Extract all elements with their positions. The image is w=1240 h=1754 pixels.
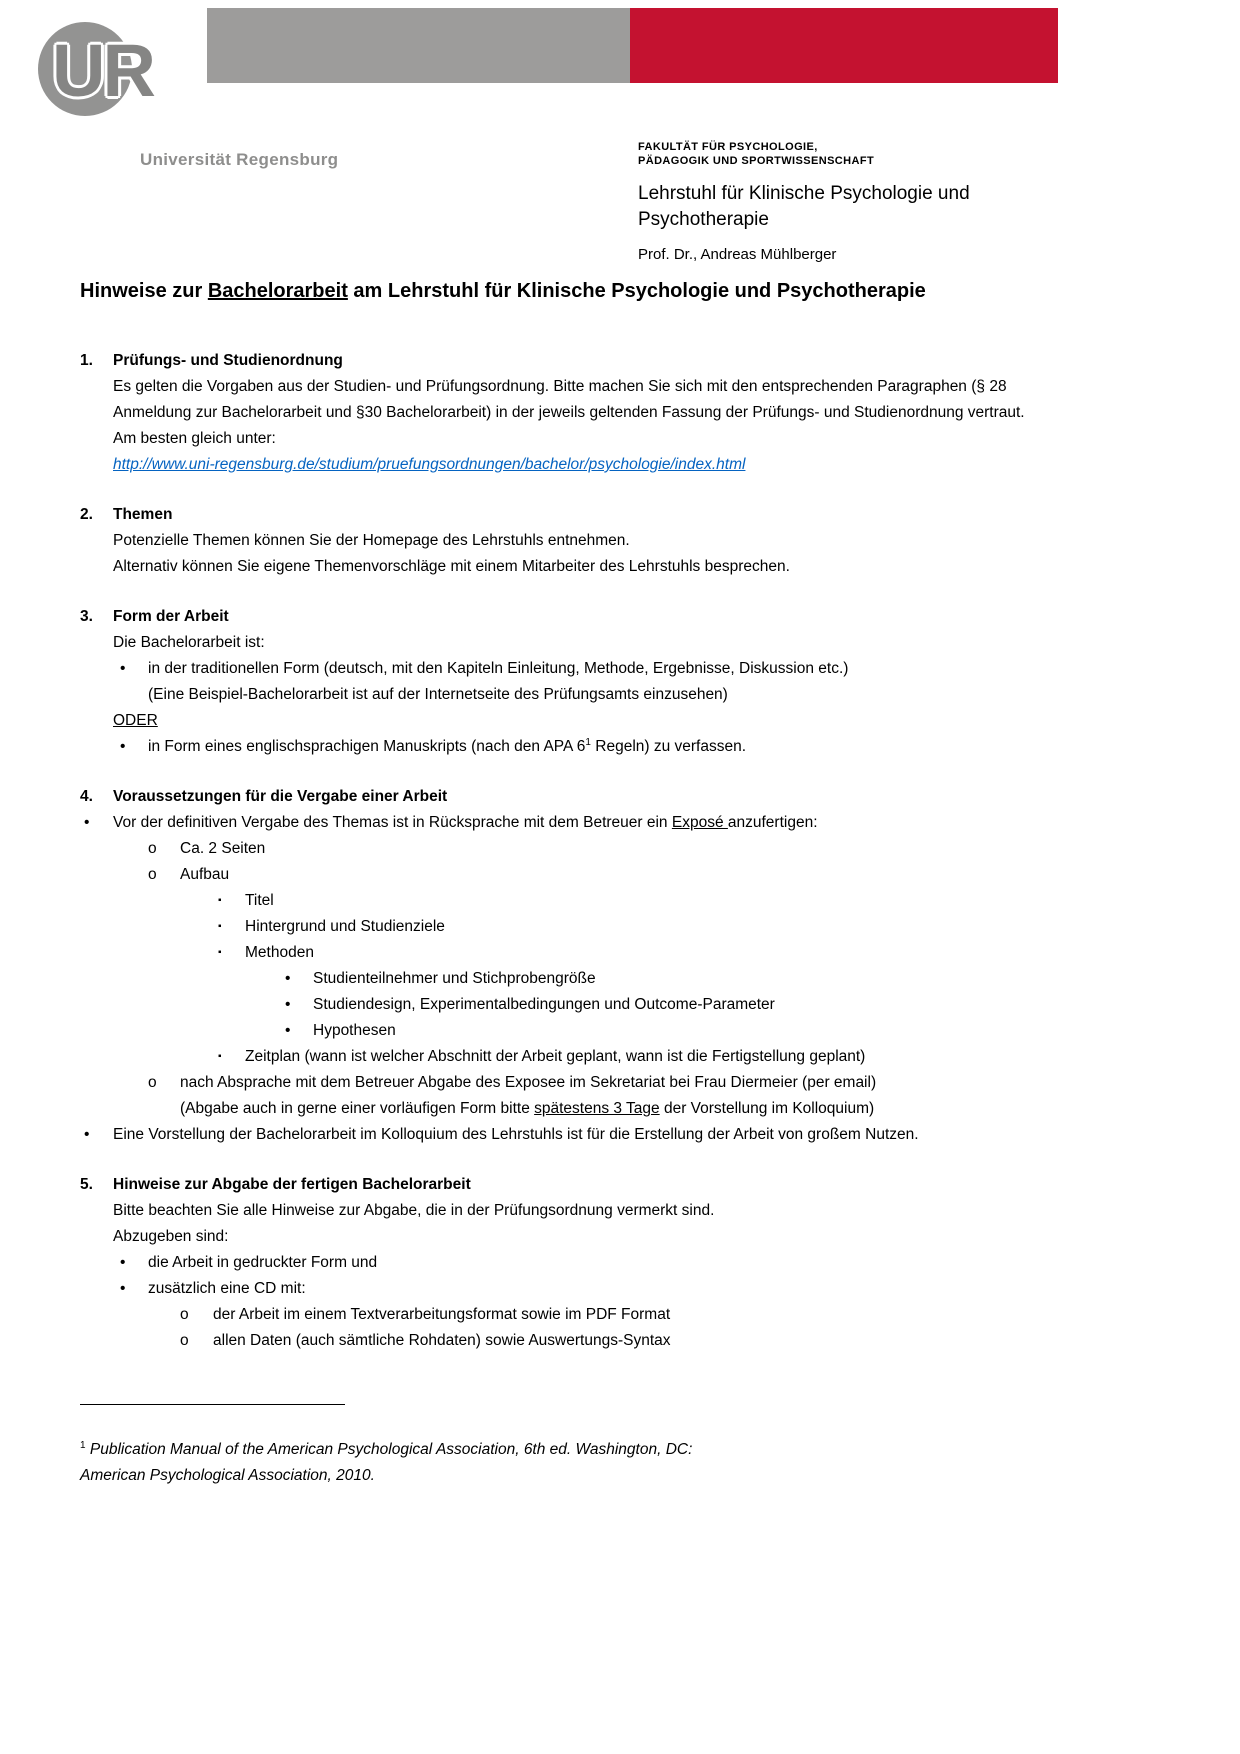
deadline-underlined: spätestens 3 Tage: [534, 1100, 660, 1117]
faculty-name: [638, 140, 1098, 168]
section-5-heading: [80, 1172, 1032, 1198]
section-2-title: Themen: [113, 506, 173, 523]
square-bullet-icon: ▪: [218, 921, 222, 932]
list-item-text: zusätzlich eine CD mit:: [148, 1280, 306, 1297]
section-form-der-arbeit: [80, 604, 1032, 760]
document-content: [80, 276, 1032, 1489]
list-item-text: Studiendesign, Experimentalbedingungen und Outcome-Parameter: [313, 996, 775, 1013]
section-5-line-2: Abzugeben sind:: [113, 1228, 229, 1245]
section-3-intro: Die Bachelorarbeit ist:: [113, 634, 265, 651]
section-1-body: [113, 374, 1032, 478]
abgabe-post: der Vorstellung im Kolloquium): [659, 1100, 875, 1117]
section-pruefungsordnung: [80, 348, 1032, 478]
footnote-number: 1: [80, 1439, 86, 1451]
footnote-text-2: American Psychological Association, 2010.: [80, 1467, 375, 1484]
faculty-line-2: PÄDAGOGIK UND SPORTWISSENSCHAFT: [638, 155, 875, 167]
list-item-text: Studienteilnehmer und Stichprobengröße: [313, 970, 596, 987]
bullet-icon: •: [120, 660, 126, 677]
bullet-icon: •: [84, 814, 90, 831]
list-item-text: [148, 656, 848, 708]
title-post: am Lehrstuhl für Klinische Psychologie und Psychotherapie: [347, 280, 926, 302]
oder-label: ODER: [113, 712, 158, 729]
list-item: [120, 734, 1032, 760]
section-abgabe: [80, 1172, 1032, 1354]
chair-line-2: Psychotherapie: [638, 209, 769, 230]
list-item-text: allen Daten (auch sämtliche Rohdaten) sowie Auswertungs-Syntax: [213, 1332, 671, 1349]
list-item: [180, 1328, 1032, 1354]
section-5-title: Hinweise zur Abgabe der fertigen Bachelorarbeit: [113, 1176, 471, 1193]
section-4-title: Voraussetzungen für die Vergabe einer Arbeit: [113, 788, 448, 805]
bullet-icon: •: [120, 1280, 126, 1297]
circle-bullet-icon: o: [148, 840, 157, 857]
section-4-number: 4.: [80, 788, 93, 805]
list-item: [84, 810, 1032, 836]
expose-post: anzufertigen:: [727, 814, 818, 831]
section-2-line-2: Alternativ können Sie eigene Themenvorschläge mit einem Mitarbeiter des Lehrstuhls besprechen.: [113, 558, 790, 575]
header-red-bar: [630, 8, 1058, 83]
document-title: [80, 276, 1032, 306]
circle-bullet-icon: o: [180, 1306, 189, 1323]
footnote-text-1: Publication Manual of the American Psychological Association, 6th ed. Washington, DC:: [89, 1441, 693, 1458]
circle-bullet-icon: o: [180, 1332, 189, 1349]
list-item-text: Methoden: [245, 944, 314, 961]
list-item: [218, 914, 1032, 940]
list-item: [285, 966, 1032, 992]
square-bullet-icon: ▪: [218, 895, 222, 906]
list-item-text: Hypothesen: [313, 1022, 396, 1039]
traditional-form-line-2: (Eine Beispiel-Bachelorarbeit ist auf der Internetseite des Prüfungsamts einzusehen): [148, 686, 728, 703]
bullet-icon: •: [285, 1022, 291, 1039]
professor-name: Prof. Dr., Andreas Mühlberger: [638, 246, 837, 263]
list-item: [218, 1044, 1032, 1070]
list-item-text: Titel: [245, 892, 274, 909]
footnote-divider: [80, 1404, 345, 1405]
section-themen: [80, 502, 1032, 580]
section-2-number: 2.: [80, 506, 93, 523]
abgabe-pre: (Abgabe auch in gerne einer vorläufigen Form bitte: [180, 1100, 535, 1117]
section-4-heading: [80, 784, 1032, 810]
bullet-icon: •: [285, 970, 291, 987]
list-item: [285, 1018, 1032, 1044]
pruefungsordnung-link[interactable]: http://www.uni-regensburg.de/studium/pruefungsordnungen/bachelor/psychologie/index.html: [113, 456, 746, 473]
section-2-heading: [80, 502, 1032, 528]
section-1-number: 1.: [80, 352, 93, 369]
section-2-line-1: Potenzielle Themen können Sie der Homepage des Lehrstuhls entnehmen.: [113, 532, 630, 549]
title-underlined: Bachelorarbeit: [207, 280, 348, 302]
chair-line-1: Lehrstuhl für Klinische Psychologie und: [638, 183, 970, 204]
section-1-title: Prüfungs- und Studienordnung: [113, 352, 343, 369]
list-item-text: Zeitplan (wann ist welcher Abschnitt der Arbeit geplant, wann ist die Fertigstellung geplant): [245, 1048, 866, 1065]
list-item-text: Aufbau: [180, 866, 230, 883]
list-item-text: die Arbeit in gedruckter Form und: [148, 1254, 378, 1271]
bullet-icon: •: [285, 996, 291, 1013]
section-5-line-1: Bitte beachten Sie alle Hinweise zur Abgabe, die in der Prüfungsordnung vermerkt sind.: [113, 1202, 715, 1219]
section-3-number: 3.: [80, 608, 93, 625]
section-1-heading: [80, 348, 1032, 374]
expose-underlined: Exposé: [671, 814, 728, 831]
list-item: [120, 1276, 1032, 1302]
bullet-icon: •: [120, 1254, 126, 1271]
list-item: [120, 656, 1032, 708]
square-bullet-icon: ▪: [218, 947, 222, 958]
circle-bullet-icon: o: [148, 866, 157, 883]
list-item: [180, 1302, 1032, 1328]
bullet-icon: •: [120, 738, 126, 755]
square-bullet-icon: ▪: [218, 1051, 222, 1062]
list-item-text: [148, 734, 746, 760]
apa-pre: in Form eines englischsprachigen Manuskripts (nach den APA 6: [148, 738, 586, 755]
section-3-title: Form der Arbeit: [113, 608, 229, 625]
chair-name: [638, 181, 1098, 233]
university-name: Universität Regensburg: [140, 150, 339, 169]
title-pre: Hinweise zur: [80, 280, 208, 302]
header-right-block: [638, 140, 1098, 263]
list-item-text: [113, 810, 818, 836]
section-3-heading: [80, 604, 1032, 630]
list-item: [285, 992, 1032, 1018]
list-item-text: Eine Vorstellung der Bachelorarbeit im Kolloquium des Lehrstuhls ist für die Erstellung der Arbeit von großem Nutzen.: [113, 1126, 919, 1143]
section-voraussetzungen: [80, 784, 1032, 1148]
footnote-ref: 1: [585, 736, 591, 748]
faculty-line-1: FAKULTÄT FÜR PSYCHOLOGIE,: [638, 141, 818, 153]
expose-pre: Vor der definitiven Vergabe des Themas ist in Rücksprache mit dem Betreuer ein: [113, 814, 672, 831]
list-item-text: der Arbeit im einem Textverarbeitungsformat sowie im PDF Format: [213, 1306, 671, 1323]
header-gray-bar: [207, 8, 630, 83]
list-item: [148, 836, 1032, 862]
list-item-text: [180, 1070, 876, 1122]
list-item-text: Hintergrund und Studienziele: [245, 918, 445, 935]
list-item: [218, 888, 1032, 914]
section-5-body: [113, 1198, 1032, 1250]
university-logo-text: UR: [52, 29, 153, 112]
section-1-paragraph: Es gelten die Vorgaben aus der Studien- und Prüfungsordnung. Bitte machen Sie sich mit den entsprechenden Paragraphen (§ 28 Anmeldung zur Bachelorarbeit und §30 Bachelorarbeit) in der jeweils geltenden Fassung der Prüfungs- und Studienordnung vertraut. Am besten gleich unter:: [113, 378, 1025, 447]
list-item: [120, 1250, 1032, 1276]
list-item: [148, 862, 1032, 888]
list-item-text: Ca. 2 Seiten: [180, 840, 266, 857]
bullet-icon: •: [84, 1126, 90, 1143]
abgabe-expose-line-2: [180, 1096, 876, 1122]
circle-bullet-icon: o: [148, 1074, 157, 1091]
section-2-body: [113, 528, 1032, 580]
section-5-number: 5.: [80, 1176, 93, 1193]
list-item: [218, 940, 1032, 966]
apa-post: Regeln) zu verfassen.: [590, 738, 747, 755]
traditional-form-line-1: in der traditionellen Form (deutsch, mit den Kapiteln Einleitung, Methode, Ergebnisse, Diskussion etc.): [148, 660, 849, 677]
footnote: [80, 1437, 1032, 1489]
abgabe-expose-line-1: nach Absprache mit dem Betreuer Abgabe des Exposee im Sekretariat bei Frau Diermeier (per email): [180, 1074, 877, 1091]
footnote-line-1: [80, 1437, 1032, 1463]
list-item: [148, 1070, 1032, 1122]
list-item: [84, 1122, 1032, 1148]
